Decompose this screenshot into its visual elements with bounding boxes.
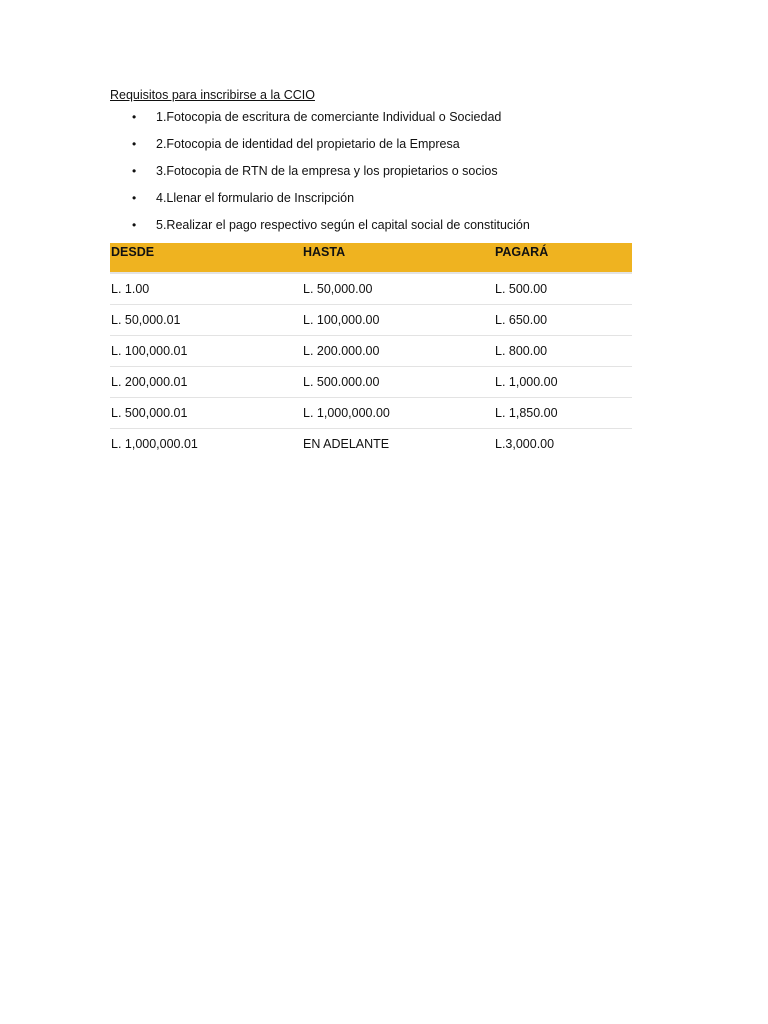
cell-hasta: EN ADELANTE [303,437,390,451]
bullet-icon: • [132,191,137,205]
requirement-text: 3.Fotocopia de RTN de la empresa y los propietarios o socios [156,164,498,178]
page-title: Requisitos para inscribirse a la CCIO [110,88,315,102]
table-row [110,273,632,305]
cell-hasta: L. 1,000,000.00 [302,398,494,429]
list-item [110,131,632,158]
cell-hasta: L. 200.000.00 [302,336,494,367]
requirements-list [110,104,632,239]
bullet-icon: • [132,218,137,232]
list-item [110,185,632,212]
requirement-text: 1.Fotocopia de escritura de comerciante Individual o Sociedad [156,110,502,124]
cell-pagara: L. 650.00 [494,305,632,336]
cell-pagara: L. 800.00 [494,336,632,367]
cell-pagara: L. 1,000.00 [494,367,632,398]
table-row [110,398,632,429]
table-header-row [110,243,632,273]
requirement-text: 5.Realizar el pago respectivo según el capital social de constitución [156,218,530,232]
cell-pagara: L.3,000.00 [495,437,555,451]
bullet-icon: • [132,110,137,124]
cell-pagara: L. 1,850.00 [494,398,632,429]
table-row [110,305,632,336]
document-page [110,86,632,459]
cell-pagara: L. 500.00 [494,273,632,305]
cell-hasta: L. 50,000.00 [302,273,494,305]
column-header-desde: DESDE [110,243,302,273]
table-row [110,336,632,367]
cell-desde: L. 1.00 [110,273,302,305]
column-header-hasta: HASTA [302,243,494,273]
table-row [110,429,632,460]
requirement-text: 2.Fotocopia de identidad del propietario de la Empresa [156,137,460,151]
cell-desde: L. 200,000.01 [110,367,302,398]
bullet-icon: • [132,137,137,151]
list-item [110,104,632,131]
requirement-text: 4.Llenar el formulario de Inscripción [156,191,355,205]
cell-desde: L. 100,000.01 [110,336,302,367]
cell-hasta: L. 500.000.00 [302,367,494,398]
cell-hasta: L. 100,000.00 [302,305,494,336]
bullet-icon: • [132,164,137,178]
fee-table [110,243,632,459]
list-item [110,158,632,185]
list-item [110,212,632,239]
cell-desde: L. 500,000.01 [110,398,302,429]
table-row [110,367,632,398]
cell-desde: L. 1,000,000.01 [111,437,198,451]
column-header-pagara: PAGARÁ [494,243,632,273]
cell-desde: L. 50,000.01 [110,305,302,336]
